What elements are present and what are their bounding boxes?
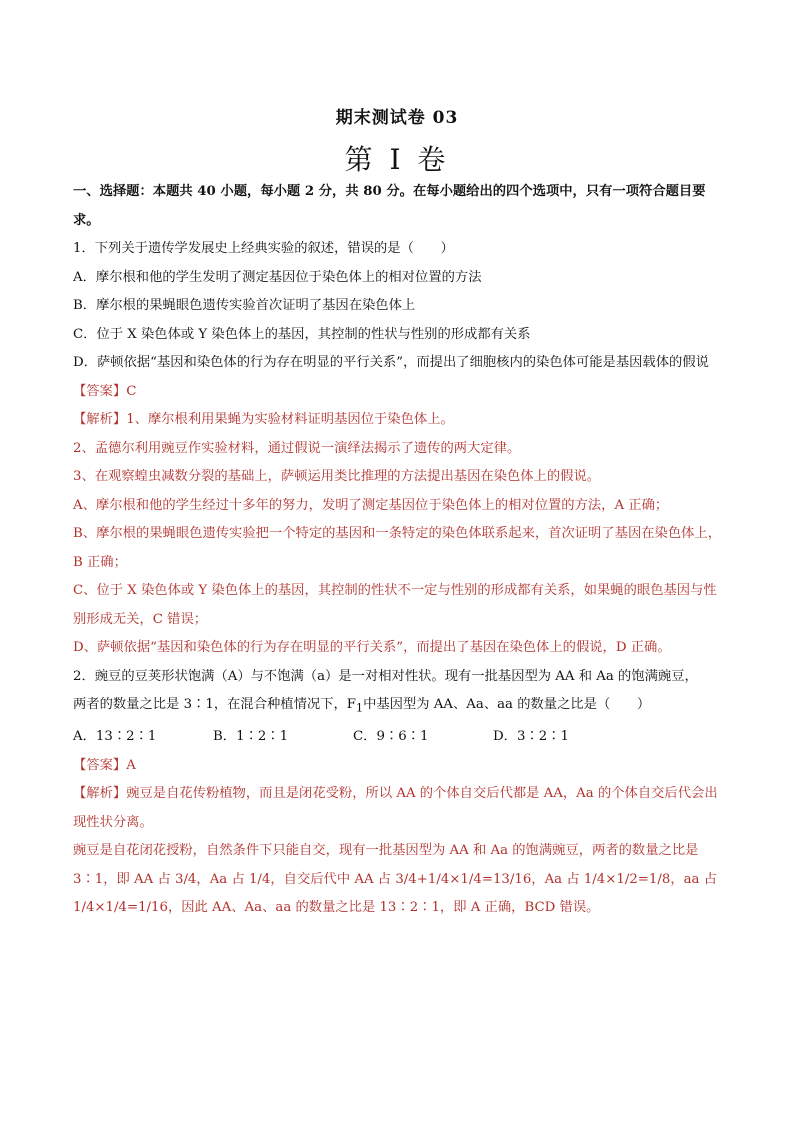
question-1-analysis-line: 2、孟德尔利用豌豆作实验材料，通过假说一演绎法揭示了遗传的两大定律。: [73, 440, 521, 456]
answer-tag: 【答案】: [73, 383, 127, 399]
analysis-text: 1、摩尔根利用果蝇为实验材料证明基因位于染色体上。: [126, 412, 454, 427]
question-1-option-c: C．位于 X 染色体或 Y 染色体上的基因，其控制的性状与性别的形成都有关系: [73, 326, 531, 342]
analysis-tag: 【解析】: [73, 412, 127, 427]
answer-tag: 【答案】: [73, 757, 127, 773]
question-1-option-a: A．摩尔根和他的学生发明了测定基因位于染色体上的相对位置的方法: [73, 269, 482, 285]
document-body: [73, 178, 728, 923]
question-1-analysis-line: A、摩尔根和他的学生经过十多年的努力，发明了测定基因位于染色体上的相对位置的方法，A 正确；: [73, 497, 669, 513]
answer-value: A: [126, 757, 136, 773]
question-2-option-d: D．3∶2∶1: [493, 729, 569, 745]
question-1-analysis-line: B、摩尔根的果蝇眼色遗传实验把一个特定的基因和一条特定的染色体联系起来，首次证明了基因在染色体上，B 正确；: [73, 526, 722, 570]
question-1-analysis-line: 3、在观察蝗虫减数分裂的基础上，萨顿运用类比推理的方法提出基因在染色体上的假说。: [73, 469, 601, 484]
exam-title: 期末测试卷 03: [335, 108, 459, 128]
question-1-analysis-line: [73, 406, 728, 435]
analysis-tag: 【解析】: [73, 786, 127, 802]
question-1-analysis-line: C、位于 X 染色体或 Y 染色体上的基因，其控制的性状不一定与性别的形成都有关系，如果蝇的眼色基因与性别形成无关，C 错误；: [73, 583, 717, 627]
question-1-analysis-line: D、萨顿依据“基因和染色体的行为存在明显的平行关系”，而提出了基因在染色体上的假说，D 正确。: [73, 640, 671, 655]
analysis-text: 豌豆是自花传粉植物，而且是闭花受粉，所以 AA 的个体自交后代都是 AA，Aa 的个体自交后代会出现性状分离。: [73, 786, 718, 830]
section-header: 一、选择题：本题共 40 小题，每小题 2 分，共 80 分。在每小题给出的四个选项中，只有一项符合题目要求。: [73, 184, 706, 228]
question-2-option-a: A．13∶2∶1: [73, 729, 157, 745]
answer-value: C: [126, 383, 137, 399]
question-2-answer: [73, 752, 728, 781]
question-2-stem-continued: 两者的数量之比是 3∶1，在混合种植情况下，$F_1$中基因型为 AA、Aa、aa 的数量之比是（ ）: [73, 697, 651, 715]
question-2-analysis-line: 豌豆是自花闭花授粉，自然条件下只能自交，现有一批基因型为 AA 和 Aa 的饱满豌豆，两者的数量之比是 3∶1，即 AA 占 3/4，Aa 占 1/4，自交后代中 AA 占 3/4+1/4×1/4=13/16，Aa 占 1/4×1/2=1/8，aa 占 1/4×1/4=1/16，因此 AA、Aa、aa 的数量之比是 13∶2∶1，即 A 正确，BCD 错误。: [73, 843, 718, 916]
question-1-answer: [73, 378, 728, 407]
question-2-options: [73, 723, 728, 752]
question-1-option-d: D．萨顿依据“基因和染色体的行为存在明显的平行关系”，而提出了细胞核内的染色体可能是基因载体的假说: [73, 355, 709, 370]
question-1-option-b: B．摩尔根的果蝇眼色遗传实验首次证明了基因在染色体上: [73, 298, 416, 313]
question-1-stem: 1．下列关于遗传学发展史上经典实验的叙述，错误的是（ ）: [73, 241, 454, 256]
question-2-analysis-line: [73, 780, 728, 837]
volume-heading: 第 I 卷: [344, 143, 450, 176]
question-2-option-b: B．1∶2∶1: [213, 729, 289, 745]
question-2-stem: 2．豌豆的豆荚形状饱满（A）与不饱满（a）是一对相对性状。现有一批基因型为 AA 和 Aa 的饱满豌豆，: [73, 668, 698, 684]
question-2-option-c: C．9∶6∶1: [353, 729, 429, 745]
